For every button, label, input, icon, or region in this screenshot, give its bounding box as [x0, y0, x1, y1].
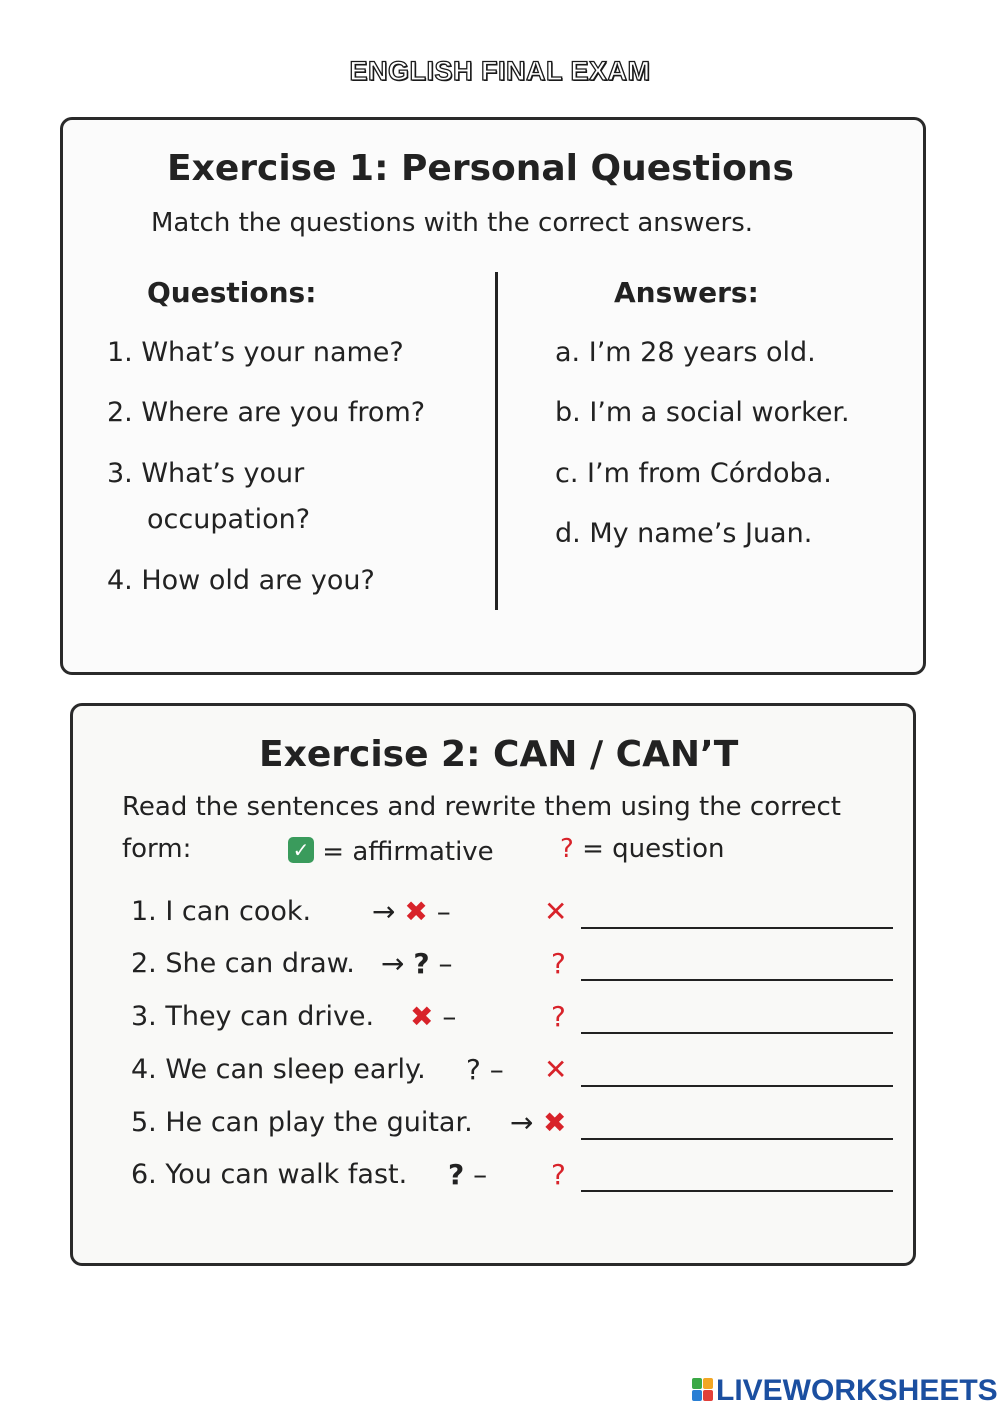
answer-text: I’m from Córdoba.: [587, 458, 832, 489]
answer-item: [555, 337, 816, 368]
cross-icon: ✕: [544, 1053, 568, 1086]
cross-icon: ✕: [544, 895, 568, 928]
question-item: [107, 458, 304, 489]
sentence-4-transform: [466, 1053, 504, 1086]
answer-blank-4[interactable]: [581, 1085, 893, 1087]
question-text-continued: occupation?: [147, 504, 311, 535]
sentence-5: 5. He can play the guitar.: [131, 1107, 473, 1138]
checkmark-icon: ✓: [288, 837, 314, 863]
question-text: What’s your name?: [141, 337, 404, 368]
exercise-1-instruction: Match the questions with the correct answers.: [151, 208, 754, 238]
legend-affirmative: [288, 837, 494, 867]
dash: –: [442, 1000, 457, 1033]
answers-heading: Answers:: [614, 276, 759, 309]
liveworksheets-logo-icon: [692, 1378, 714, 1402]
sentence-1: 1. I can cook.: [131, 896, 312, 927]
sentence-2-transform: [381, 947, 453, 980]
answer-blank-2[interactable]: [581, 979, 893, 981]
legend-question: [560, 834, 724, 864]
questions-heading: Questions:: [147, 276, 317, 309]
answer-letter: a.: [555, 337, 581, 368]
sentence-3-transform: [410, 1000, 456, 1033]
question-text: What’s your: [141, 458, 305, 489]
question-number: 2.: [107, 397, 133, 428]
answer-item: [555, 397, 850, 428]
sentence-3: 3. They can drive.: [131, 1001, 375, 1032]
answer-blank-6[interactable]: [581, 1190, 893, 1192]
question-item: [107, 565, 375, 596]
exam-title: ENGLISH FINAL EXAM: [349, 56, 651, 86]
answer-text: My name’s Juan.: [589, 518, 813, 549]
answer-blank-1[interactable]: [581, 927, 893, 929]
dash: –: [438, 947, 453, 980]
exercise-1-box: [60, 117, 926, 675]
arrow-icon: →: [381, 947, 405, 980]
sentence-2: 2. She can draw.: [131, 948, 355, 979]
sentence-4: 4. We can sleep early.: [131, 1054, 426, 1085]
answer-text: I’m 28 years old.: [588, 337, 816, 368]
arrow-icon: →: [372, 895, 396, 928]
arrow-icon: →: [510, 1106, 534, 1139]
question-mark-icon: ?: [560, 834, 574, 864]
answer-item: [555, 458, 832, 489]
question-item: [107, 337, 404, 368]
answer-blank-3[interactable]: [581, 1032, 893, 1034]
sentence-1-transform: [372, 895, 451, 928]
question-text: Where are you from?: [141, 397, 426, 428]
liveworksheets-brand-text: LIVEWORKSHEETS: [716, 1374, 998, 1407]
question-mark-icon: ?: [551, 947, 566, 980]
question-mark-icon: ?: [448, 1158, 465, 1191]
answer-blank-5[interactable]: [581, 1138, 893, 1140]
dash: –: [473, 1158, 488, 1191]
dash: –: [489, 1053, 504, 1086]
cross-icon: ✖: [404, 895, 428, 928]
exercise-2-title: Exercise 2: CAN / CAN’T: [259, 734, 739, 775]
question-mark-icon: ?: [466, 1053, 481, 1086]
question-mark-icon: ?: [551, 1000, 566, 1033]
legend-affirmative-label: = affirmative: [322, 837, 494, 867]
column-divider: [495, 272, 498, 610]
question-item: [107, 397, 425, 428]
answer-item: [555, 518, 812, 549]
legend-question-label: = question: [582, 834, 725, 864]
cross-icon: ✖: [543, 1106, 567, 1139]
exercise-2-instruction: Read the sentences and rewrite them using the correct: [122, 792, 841, 822]
answer-text: I’m a social worker.: [589, 397, 850, 428]
sentence-6: 6. You can walk fast.: [131, 1159, 408, 1190]
cross-icon: ✖: [410, 1000, 434, 1033]
question-number: 4.: [107, 565, 133, 596]
question-number: 3.: [107, 458, 133, 489]
exercise-1-title: Exercise 1: Personal Questions: [167, 148, 794, 189]
answer-letter: d.: [555, 518, 581, 549]
exercise-2-box: [70, 703, 916, 1266]
dash: –: [436, 895, 451, 928]
answer-letter: b.: [555, 397, 581, 428]
question-text: How old are you?: [141, 565, 375, 596]
exercise-2-instruction-form: form:: [122, 834, 192, 864]
question-mark-icon: ?: [413, 947, 430, 980]
question-mark-icon: ?: [551, 1158, 566, 1191]
sentence-6-transform: [448, 1158, 487, 1191]
answer-letter: c.: [555, 458, 579, 489]
question-number: 1.: [107, 337, 133, 368]
